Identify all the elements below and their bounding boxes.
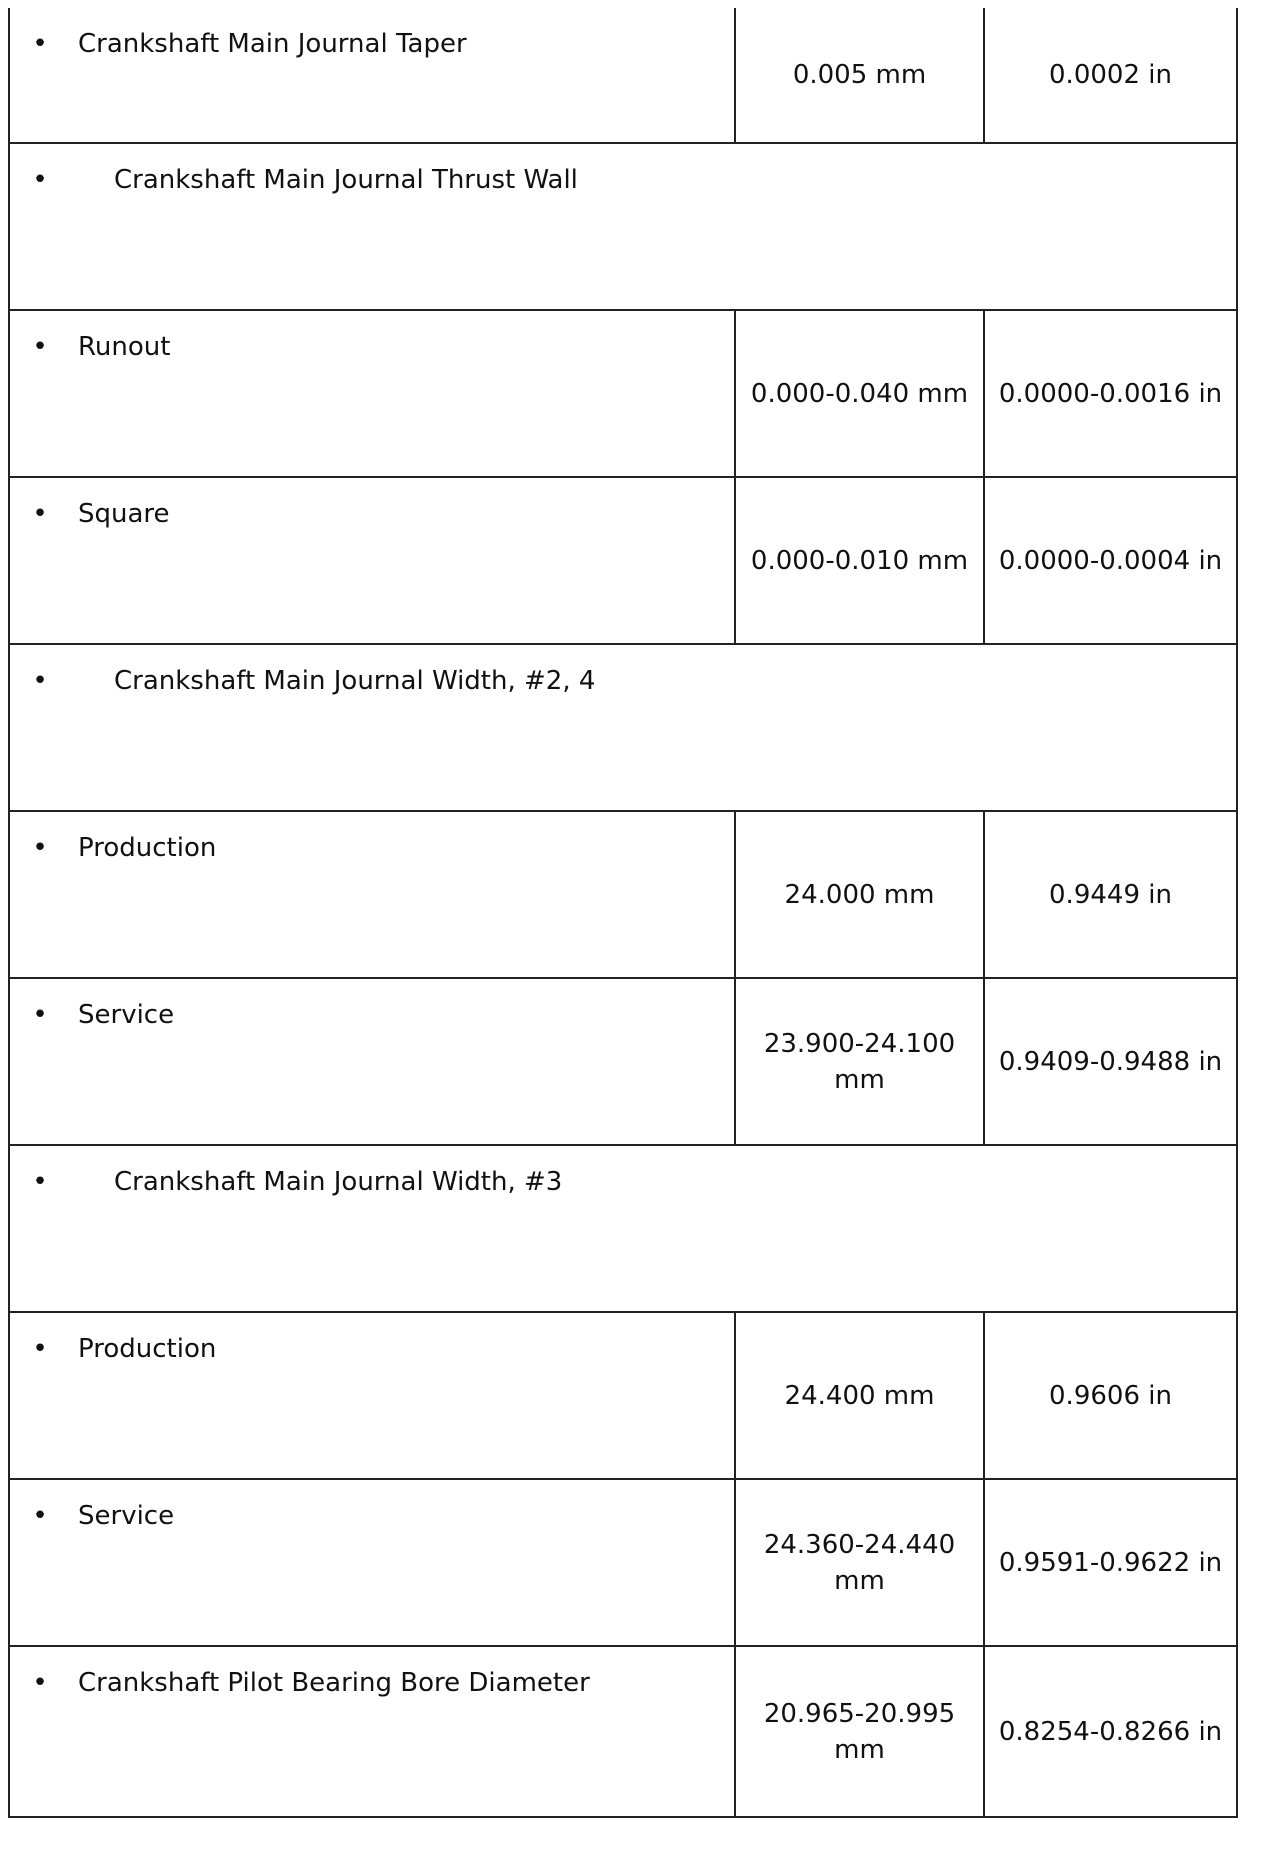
spec-label: Service [78, 1501, 175, 1531]
imperial-value: 0.8254-0.8266 in [984, 1646, 1237, 1817]
imperial-value: 0.9606 in [984, 1312, 1237, 1479]
imperial-value: 0.9409-0.9488 in [984, 978, 1237, 1145]
spec-label-cell [9, 811, 735, 978]
bullet-icon: • [32, 29, 48, 59]
spec-label-cell [9, 978, 735, 1145]
bullet-icon: • [32, 833, 48, 863]
specifications-table [8, 8, 1238, 1818]
spec-label: Square [78, 499, 170, 529]
spec-label: Production [78, 1334, 217, 1364]
bullet-icon: • [32, 165, 48, 195]
section-heading-cell [9, 644, 1237, 811]
bullet-icon: • [32, 332, 48, 362]
spec-label: Crankshaft Main Journal Taper [78, 29, 467, 59]
table-row [9, 1312, 1237, 1479]
spec-label-cell [9, 310, 735, 477]
spec-label-cell [9, 477, 735, 644]
table-row [9, 143, 1237, 310]
spec-label-cell [9, 1312, 735, 1479]
metric-value: 24.400 mm [735, 1312, 984, 1479]
metric-value: 24.360-24.440 mm [735, 1479, 984, 1646]
table-row [9, 8, 1237, 143]
metric-value: 23.900-24.100 mm [735, 978, 984, 1145]
spec-label-cell [9, 8, 735, 143]
metric-value: 24.000 mm [735, 811, 984, 978]
table-row [9, 978, 1237, 1145]
spec-label: Production [78, 833, 217, 863]
bullet-icon: • [32, 1000, 48, 1030]
table-row [9, 644, 1237, 811]
imperial-value: 0.0000-0.0016 in [984, 310, 1237, 477]
imperial-value: 0.9449 in [984, 811, 1237, 978]
bullet-icon: • [32, 1167, 48, 1197]
table-row [9, 310, 1237, 477]
spec-label-cell [9, 1479, 735, 1646]
imperial-value: 0.9591-0.9622 in [984, 1479, 1237, 1646]
table-row [9, 811, 1237, 978]
metric-value: 0.005 mm [735, 8, 984, 143]
section-heading: Crankshaft Main Journal Thrust Wall [114, 165, 578, 195]
table-row [9, 1145, 1237, 1312]
spec-label: Crankshaft Pilot Bearing Bore Diameter [78, 1668, 590, 1698]
spec-label: Runout [78, 332, 171, 362]
metric-value: 0.000-0.010 mm [735, 477, 984, 644]
bullet-icon: • [32, 1668, 48, 1698]
section-heading: Crankshaft Main Journal Width, #3 [114, 1167, 563, 1197]
imperial-value: 0.0002 in [984, 8, 1237, 143]
table-row [9, 1479, 1237, 1646]
bullet-icon: • [32, 666, 48, 696]
table-row [9, 477, 1237, 644]
metric-value: 0.000-0.040 mm [735, 310, 984, 477]
section-heading-cell [9, 143, 1237, 310]
spec-label: Service [78, 1000, 175, 1030]
imperial-value: 0.0000-0.0004 in [984, 477, 1237, 644]
bullet-icon: • [32, 499, 48, 529]
metric-value: 20.965-20.995 mm [735, 1646, 984, 1817]
spec-label-cell [9, 1646, 735, 1817]
section-heading: Crankshaft Main Journal Width, #2, 4 [114, 666, 596, 696]
bullet-icon: • [32, 1334, 48, 1364]
table-row [9, 1646, 1237, 1817]
section-heading-cell [9, 1145, 1237, 1312]
bullet-icon: • [32, 1501, 48, 1531]
